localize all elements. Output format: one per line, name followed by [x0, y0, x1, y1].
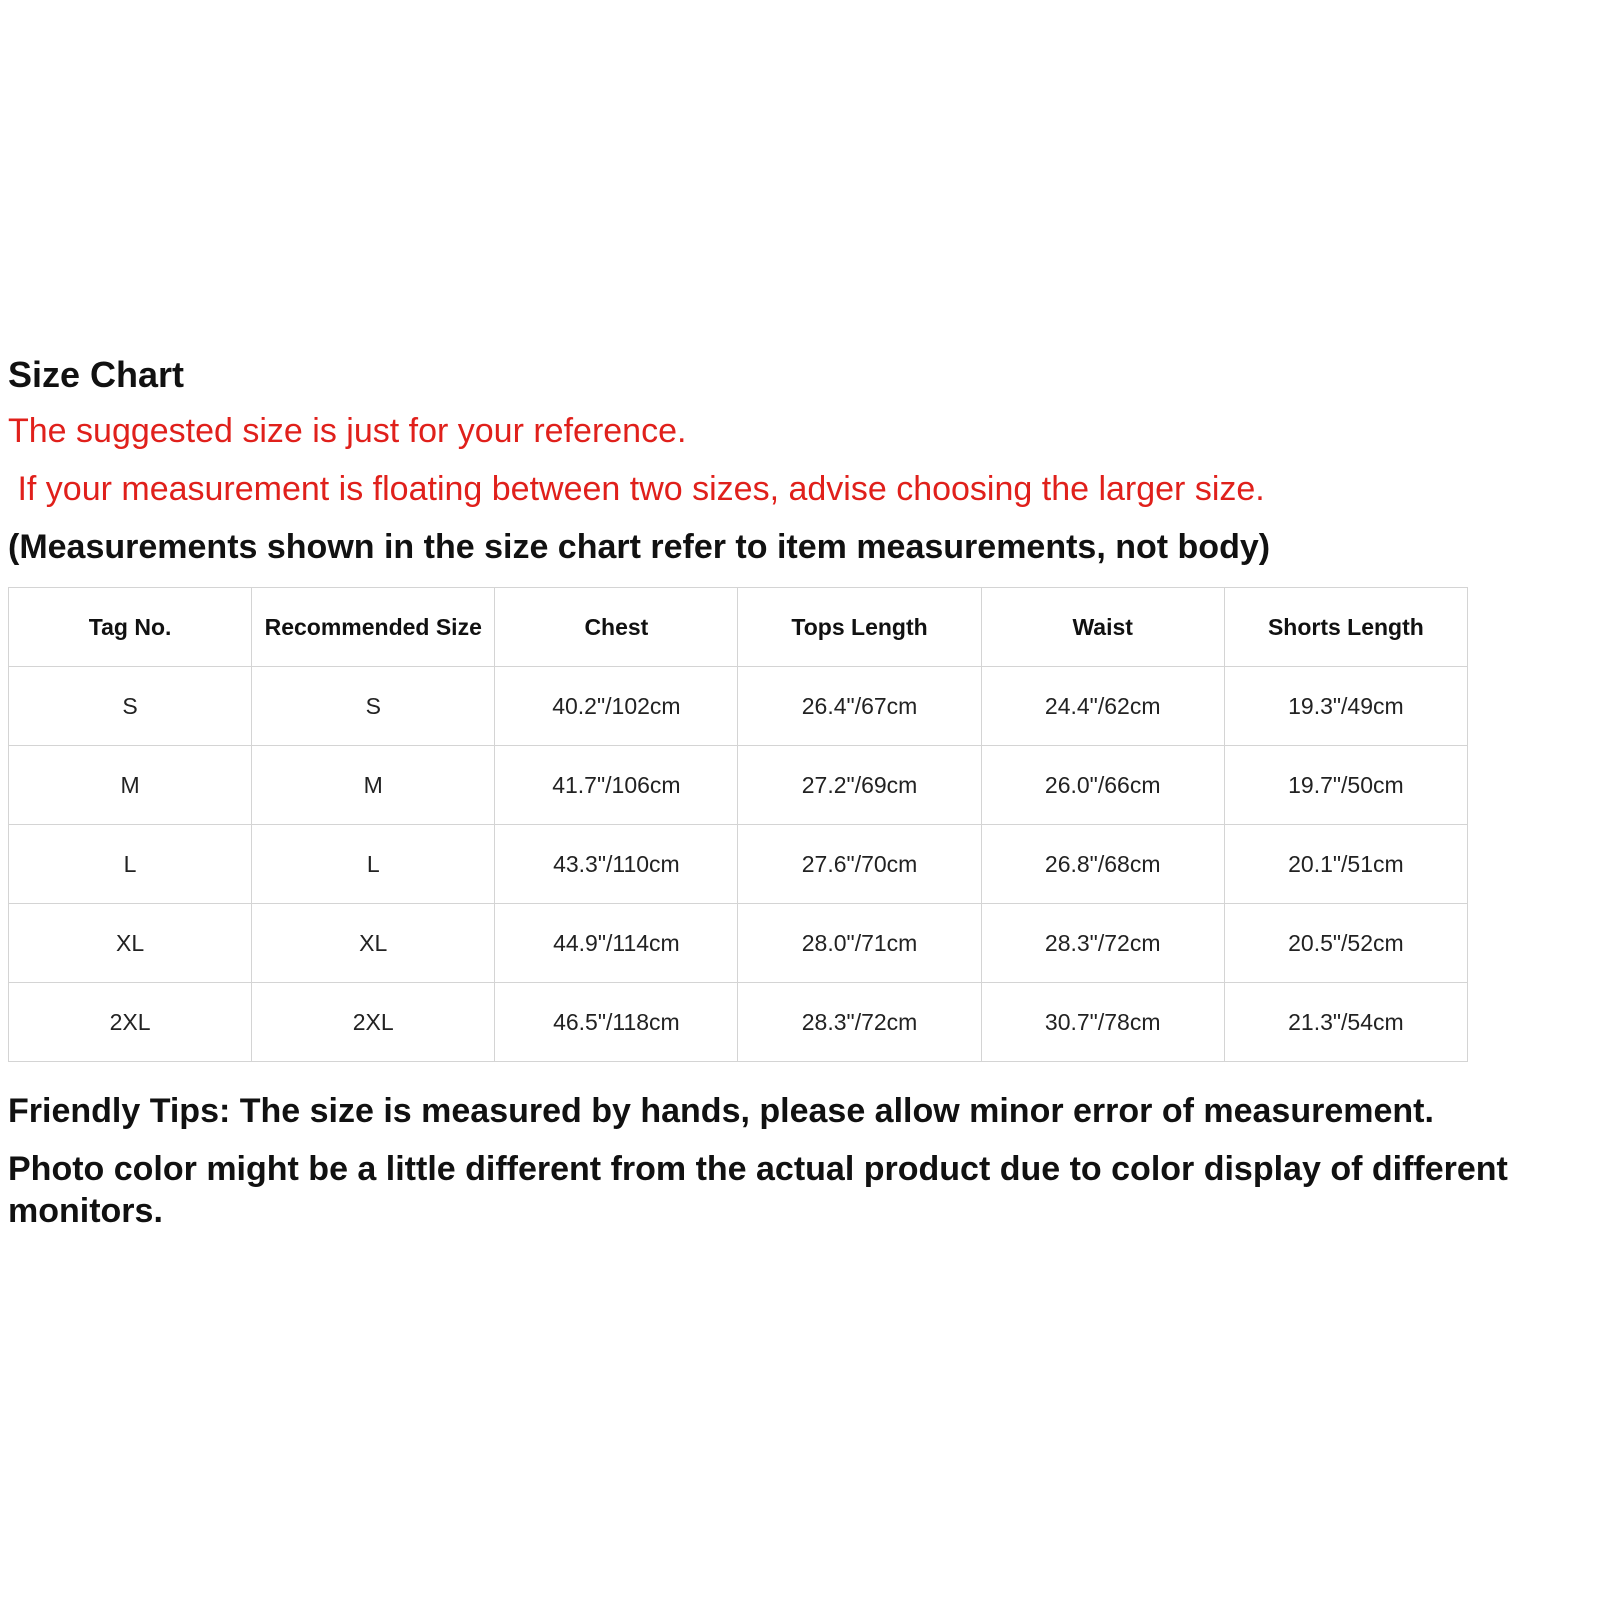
- cell-chest: 46.5"/118cm: [495, 983, 738, 1062]
- cell-recommended-size: M: [252, 746, 495, 825]
- size-chart-content: [8, 355, 1593, 1248]
- header-tag-no: Tag No.: [9, 588, 252, 667]
- cell-waist: 26.8"/68cm: [981, 825, 1224, 904]
- table-row: [9, 746, 1468, 825]
- header-tops-length: Tops Length: [738, 588, 981, 667]
- cell-tag-no: S: [9, 667, 252, 746]
- table-row: [9, 904, 1468, 983]
- header-chest: Chest: [495, 588, 738, 667]
- cell-recommended-size: 2XL: [252, 983, 495, 1062]
- cell-recommended-size: XL: [252, 904, 495, 983]
- cell-tag-no: L: [9, 825, 252, 904]
- cell-tag-no: 2XL: [9, 983, 252, 1062]
- cell-chest: 41.7"/106cm: [495, 746, 738, 825]
- page-title: Size Chart: [8, 354, 185, 395]
- header-waist: Waist: [981, 588, 1224, 667]
- table-header-row: [9, 588, 1468, 667]
- cell-tops-length: 26.4"/67cm: [738, 667, 981, 746]
- cell-chest: 43.3"/110cm: [495, 825, 738, 904]
- cell-chest: 40.2"/102cm: [495, 667, 738, 746]
- cell-tag-no: XL: [9, 904, 252, 983]
- table-row: [9, 825, 1468, 904]
- table-row: [9, 667, 1468, 746]
- header-recommended-size: Recommended Size: [252, 588, 495, 667]
- cell-shorts-length: 21.3"/54cm: [1224, 983, 1467, 1062]
- cell-tops-length: 28.0"/71cm: [738, 904, 981, 983]
- header-shorts-length: Shorts Length: [1224, 588, 1467, 667]
- cell-waist: 24.4"/62cm: [981, 667, 1224, 746]
- size-table: [8, 587, 1468, 1062]
- cell-recommended-size: S: [252, 667, 495, 746]
- cell-shorts-length: 20.5"/52cm: [1224, 904, 1467, 983]
- cell-shorts-length: 20.1"/51cm: [1224, 825, 1467, 904]
- cell-tops-length: 28.3"/72cm: [738, 983, 981, 1062]
- table-row: [9, 983, 1468, 1062]
- larger-size-notice: If your measurement is floating between two sizes, advise choosing the larger size.: [8, 470, 1265, 508]
- cell-tops-length: 27.2"/69cm: [738, 746, 981, 825]
- measurement-note: (Measurements shown in the size chart refer to item measurements, not body): [8, 528, 1271, 566]
- cell-shorts-length: 19.7"/50cm: [1224, 746, 1467, 825]
- cell-shorts-length: 19.3"/49cm: [1224, 667, 1467, 746]
- cell-tag-no: M: [9, 746, 252, 825]
- photo-color-note: Photo color might be a little different from the actual product due to color display of different monitors.: [8, 1150, 1508, 1230]
- cell-chest: 44.9"/114cm: [495, 904, 738, 983]
- reference-notice: The suggested size is just for your reference.: [8, 412, 687, 450]
- cell-recommended-size: L: [252, 825, 495, 904]
- cell-waist: 26.0"/66cm: [981, 746, 1224, 825]
- cell-waist: 30.7"/78cm: [981, 983, 1224, 1062]
- cell-tops-length: 27.6"/70cm: [738, 825, 981, 904]
- friendly-tips: Friendly Tips: The size is measured by hands, please allow minor error of measurement.: [8, 1092, 1434, 1130]
- cell-waist: 28.3"/72cm: [981, 904, 1224, 983]
